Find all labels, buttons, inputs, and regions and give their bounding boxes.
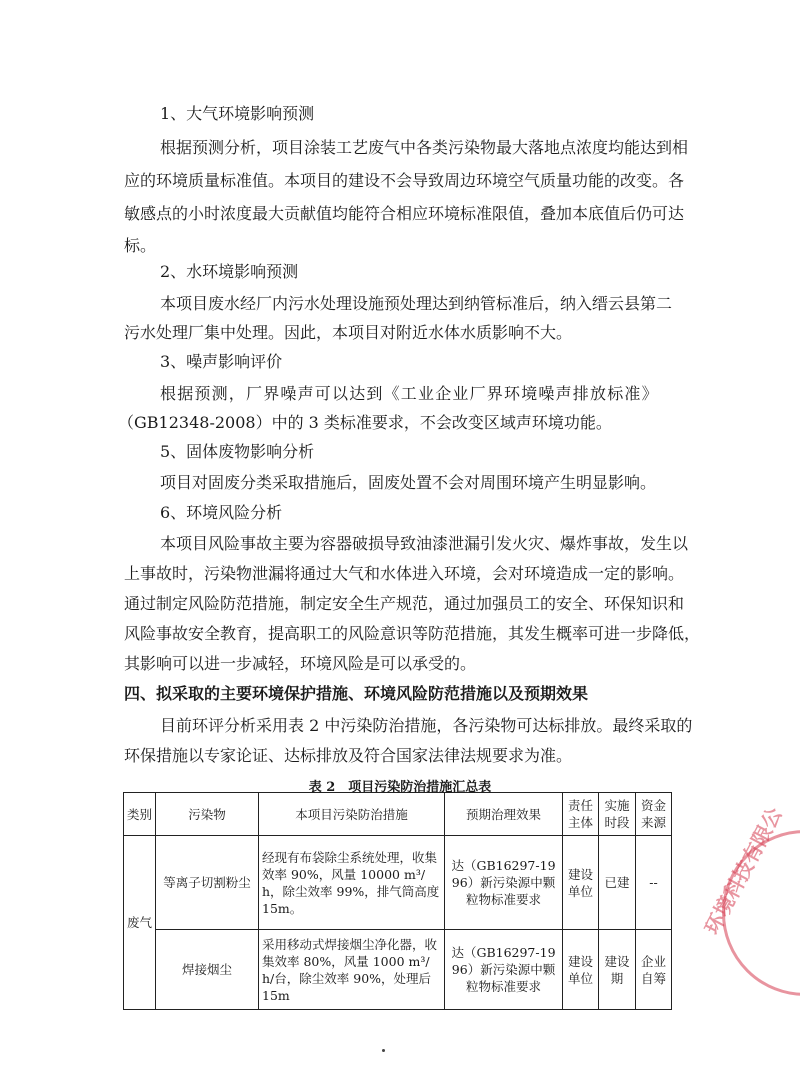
header-pollutant: 污染物 xyxy=(156,793,259,836)
table-row xyxy=(124,930,672,1010)
cell-phase: 已建 xyxy=(599,836,636,930)
paragraph-line: 敏感点的小时浓度最大贡献值均能符合相应环境标准限值，叠加本底值后仍可达 xyxy=(124,204,685,223)
cell-effect: 达（GB16297-1996）新污染源中颗粒物标准要求 xyxy=(445,930,563,1010)
header-effect: 预期治理效果 xyxy=(445,793,563,836)
cell-funding: -- xyxy=(636,836,672,930)
cell-phase: 建设期 xyxy=(599,930,636,1010)
header-phase: 实施时段 xyxy=(599,793,636,836)
table-row xyxy=(124,836,672,930)
cell-measures: 经现有布袋除尘系统处理，收集效率 90%，风量 10000 m³/h，除尘效率 99%，排气筒高度 15m。 xyxy=(259,836,445,930)
group-label: 废气 xyxy=(124,836,156,1010)
cell-pollutant: 等离子切割粉尘 xyxy=(156,836,259,930)
cell-responsible: 建设单位 xyxy=(563,930,599,1010)
paragraph-line: 污水处理厂集中处理。因此，本项目对附近水体水质影响不大。 xyxy=(124,323,573,342)
paragraph-line: 本项目废水经厂内污水处理设施预处理达到纳管标准后，纳入缙云县第二 xyxy=(160,294,673,313)
paragraph-line: 应的环境质量标准值。本项目的建设不会导致周边环境空气质量功能的改变。各 xyxy=(124,171,685,190)
cell-responsible: 建设单位 xyxy=(563,836,599,930)
header-category: 类别 xyxy=(124,793,156,836)
section-heading-water: 2、水环境影响预测 xyxy=(160,262,299,281)
paragraph-line: 风险事故安全教育，提高职工的风险意识等防范措施，其发生概率可进一步降低， xyxy=(124,624,701,643)
table-header-row xyxy=(124,793,672,836)
paragraph-line: 目前环评分析采用表 2 中污染防治措施，各污染物可达标排放。最终采取的 xyxy=(160,716,693,735)
header-funding: 资金来源 xyxy=(636,793,672,836)
cell-effect: 达（GB16297-1996）新污染源中颗粒物标准要求 xyxy=(445,836,563,930)
paragraph-line: 项目对固废分类采取措施后，固废处置不会对周围环境产生明显影响。 xyxy=(160,473,657,492)
cell-pollutant: 焊接烟尘 xyxy=(156,930,259,1010)
header-measures: 本项目污染防治措施 xyxy=(259,793,445,836)
section-heading-solid-waste: 5、固体废物影响分析 xyxy=(160,442,315,461)
paragraph-line: （GB12348-2008）中的 3 类标准要求，不会改变区域声环境功能。 xyxy=(118,413,612,432)
pollution-measures-table xyxy=(123,792,672,1010)
cell-measures: 采用移动式焊接烟尘净化器，收集效率 80%，风量 1000 m³/h/台，除尘效率 90%，处理后 15m xyxy=(259,930,445,1010)
paragraph-line: 本项目风险事故主要为容器破损导致油漆泄漏引发火灾、爆炸事故，发生以 xyxy=(160,534,689,553)
header-responsible: 责任主体 xyxy=(563,793,599,836)
cell-funding: 企业自筹 xyxy=(636,930,672,1010)
paragraph-line: 环保措施以专家论证、达标排放及符合国家法律法规要求为准。 xyxy=(124,746,573,765)
paragraph-line: 上事故时，污染物泄漏将通过大气和水体进入环境，会对环境造成一定的影响。 xyxy=(124,564,685,583)
seal-text: 环境科技有限公 xyxy=(699,803,787,939)
part4-heading: 四、拟采取的主要环境保护措施、环境风险防范措施以及预期效果 xyxy=(124,684,589,703)
page-mark-dot xyxy=(382,1049,385,1052)
paragraph-line: 根据预测，厂界噪声可以达到《工业企业厂界环境噪声排放标准》 xyxy=(160,384,659,403)
section-heading-air: 1、大气环境影响预测 xyxy=(160,104,315,123)
section-heading-noise: 3、噪声影响评价 xyxy=(160,352,283,371)
section-heading-risk: 6、环境风险分析 xyxy=(160,503,283,522)
paragraph-line: 根据预测分析，项目涂装工艺废气中各类污染物最大落地点浓度均能达到相 xyxy=(160,138,689,157)
paragraph-line: 标。 xyxy=(124,236,157,255)
table-caption: 表 2 项目污染防治措施汇总表 xyxy=(308,780,492,795)
paragraph-line: 其影响可以进一步减轻，环境风险是可以承受的。 xyxy=(124,654,477,673)
paragraph-line: 通过制定风险防范措施，制定安全生产规范，通过加强员工的安全、环保知识和 xyxy=(124,594,685,613)
